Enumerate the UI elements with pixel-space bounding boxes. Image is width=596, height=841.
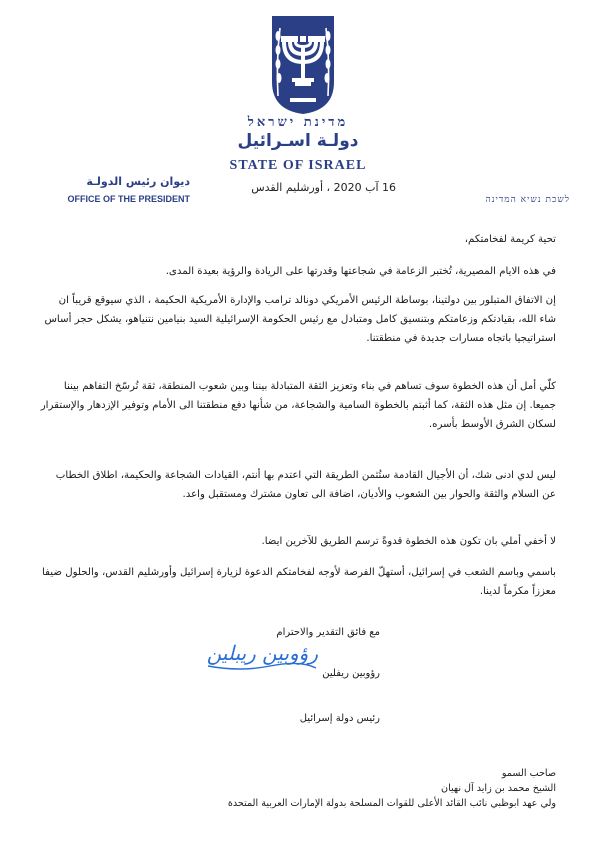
paragraph-6: باسمي وباسم الشعب في إسرائيل، أستهلّ الفرصة لأوجه لفخامتكم الدعوة لزيارة إسرائيل وأورشليم القدس، والحلول ضيفا معززاً مكرماً لدينا. <box>42 567 556 597</box>
paragraph-1: في هذه الايام المصيرية، تُختبر الزعامة في شجاعتها وقدرتها على الريادة والرؤية بعيدة المدى. <box>165 266 556 277</box>
hebrew-state-title: מדינת ישראל <box>247 115 349 130</box>
office-title-arabic: ديوان رئيس الدولـة <box>86 175 190 188</box>
closing-line: مع فائق التقدير والاحترام <box>276 627 380 638</box>
paragraph-2: إن الاتفاق المتبلور بين دولتينا، بوساطة الرئيس الأمريكي دونالد ترامب والإدارة الأمريكية الحكيمة ، الذي سيوقع قريباً ان شاء الله، بقيادتكم وزعامتكم وبتنسيق كامل ومتبادل مع رئيس الحكومة الإسرائيلية السيد بنيامين نتنياهو، يشكل حجر أساس استراتيجيا باتجاه مسارات جديدة في منطقتنا. <box>44 295 556 344</box>
recipient-line-2: الشيخ محمد بن زايد آل نهيان <box>441 783 556 794</box>
state-emblem-icon <box>268 12 338 116</box>
recipient-line-1: صاحب السمو <box>501 768 556 779</box>
office-title-hebrew: לשכת נשיא המדינה <box>485 195 570 205</box>
office-title-english: OFFICE OF THE PRESIDENT <box>67 194 190 204</box>
english-state-title: STATE OF ISRAEL <box>229 158 367 173</box>
signature-text: رؤوبين ريبلين <box>206 641 318 665</box>
arabic-state-title: دولـة اسـرائيل <box>237 131 359 151</box>
signer-title: رئيس دولة إسرائيل <box>299 713 380 724</box>
recipient-line-3: ولي عهد ابوظبي نائب القائد الأعلى للقوات المسلحة بدولة الإمارات العربية المتحدة <box>227 798 556 809</box>
signer-name: رؤوبين ريفلين <box>322 668 380 679</box>
letter-date: 16 آب 2020 ، أورشليم القدس <box>251 181 396 194</box>
paragraph-5: لا أخفي أملي بان تكون هذه الخطوة قدوةً ترسم الطريق للآخرين ايضا. <box>261 536 556 547</box>
paragraph-4: ليس لدي ادنى شك، أن الأجيال القادمة ستُثمن الطريقة التي اعتدم بها أنتم، القيادات الشجاعة والحكيمة، اطلاق الخطاب عن السلام والثقة والحوار بين الشعوب والأديان، اضافة الى تعاون مشترك ومستقبل واعد. <box>55 470 556 500</box>
salutation: تحية كريمة لفخامتكم، <box>464 234 556 245</box>
paragraph-3: كلّي أمل أن هذه الخطوة سوف تساهم في بناء وتعزيز الثقة المتبادلة بيننا وبين شعوب المنطقة، ثقة تُرسّخ التفاهم بيننا جميعا. إن مثل هذه الثقة، كما أثبتم بالخطوة السامية والشجاعة، من شأنها دفع منطقتنا الى الأمام وتوفير الإزدهار والإستقرار لسكان الشرق الأوسط بأسره. <box>40 381 556 430</box>
